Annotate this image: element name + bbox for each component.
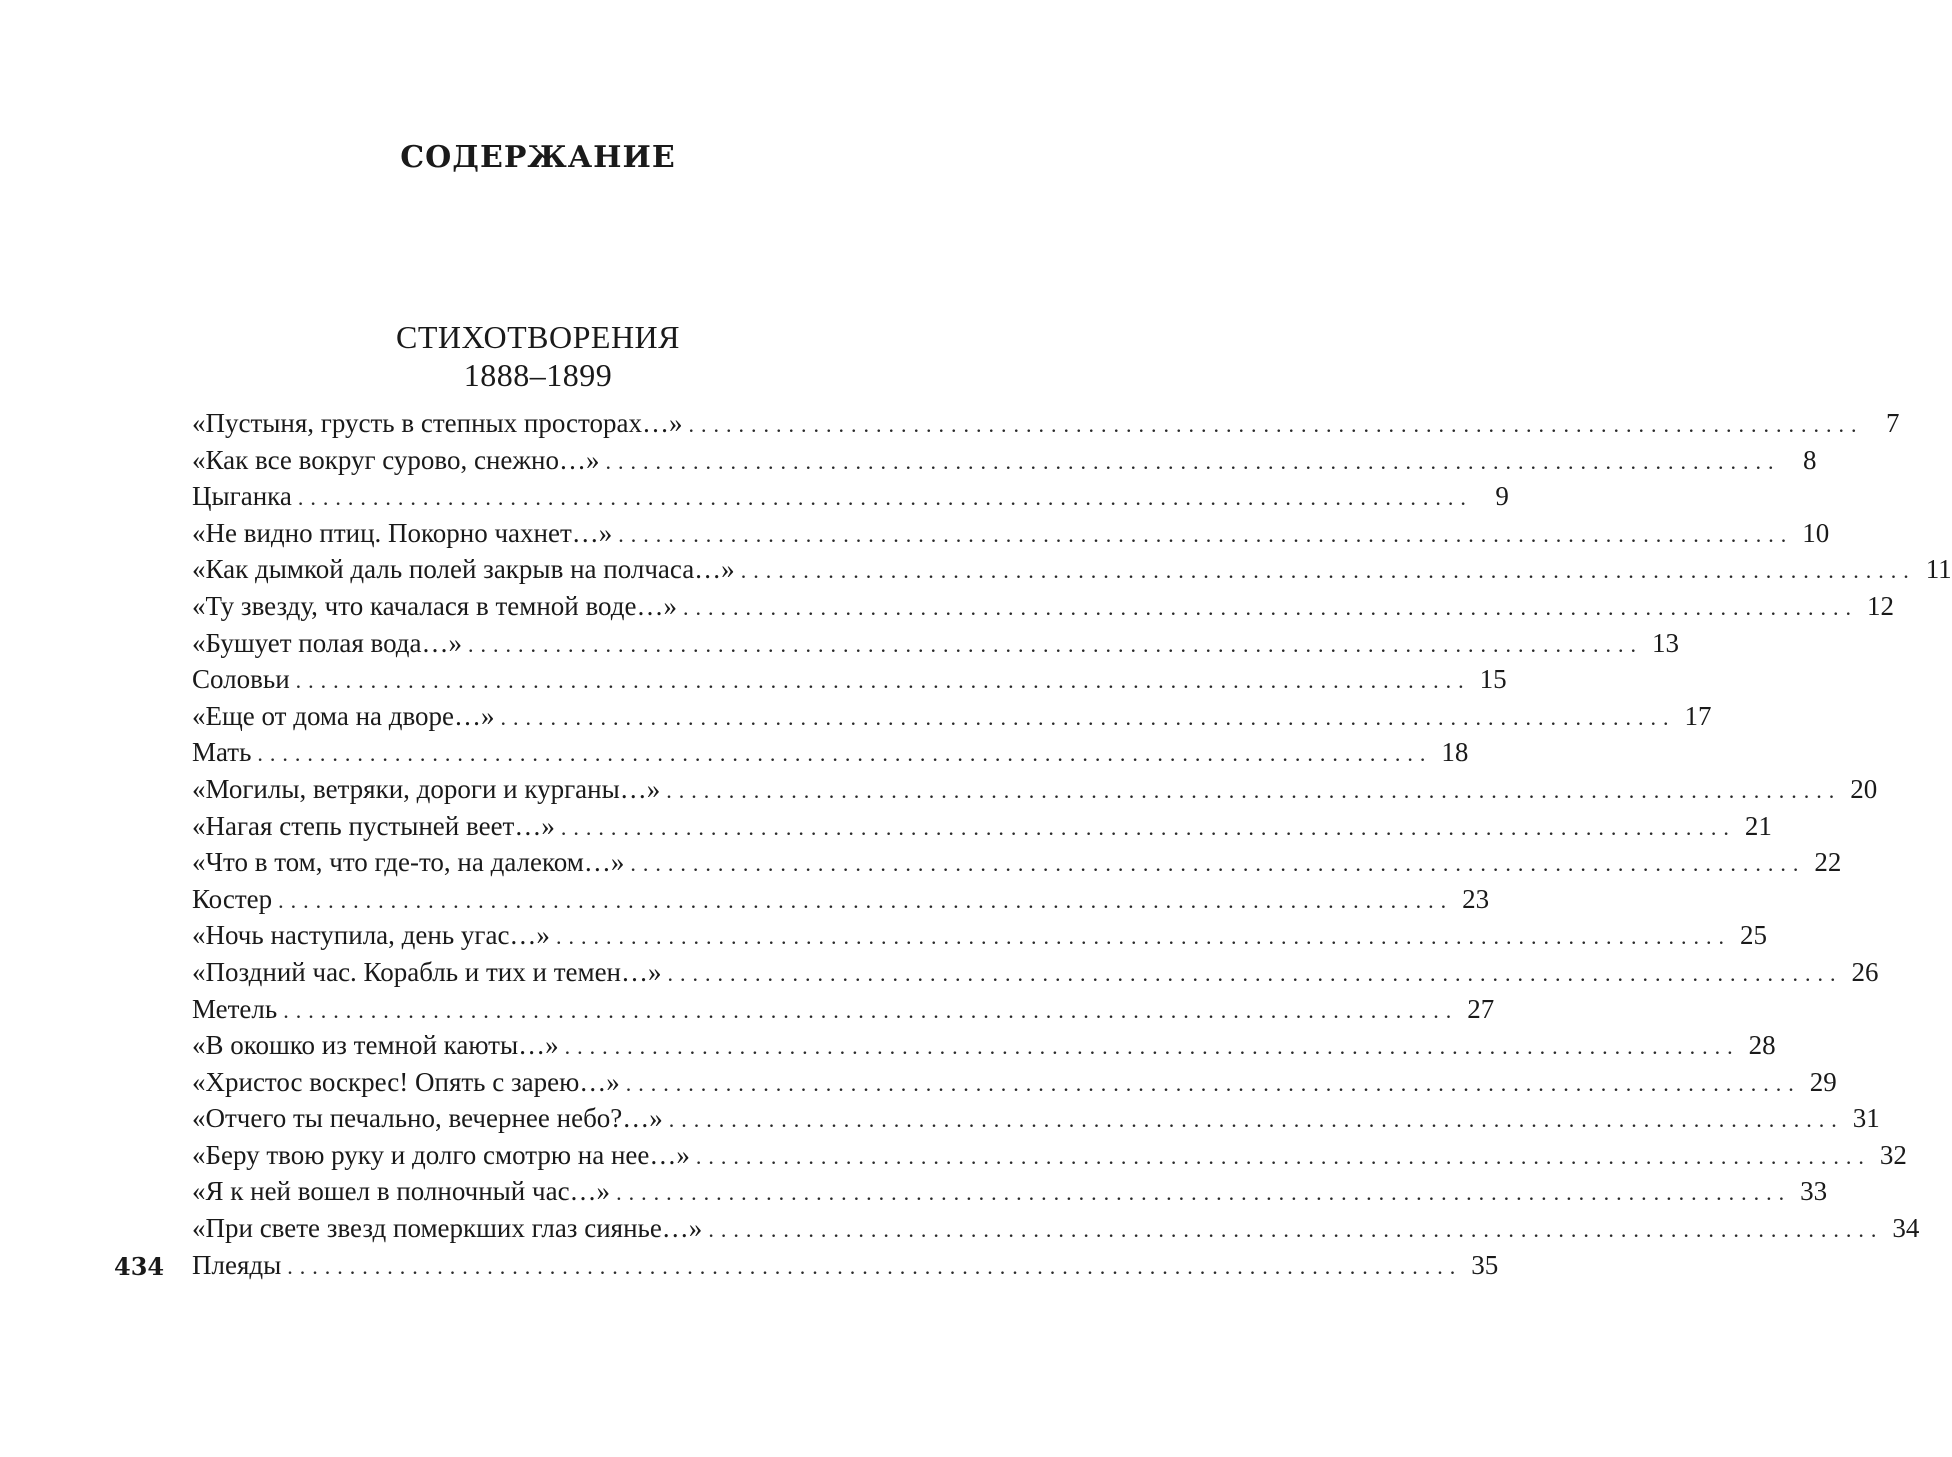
toc-entry-page: 23 xyxy=(1462,883,1490,914)
toc-entry-page: 22 xyxy=(1814,847,1842,878)
toc-entry[interactable] xyxy=(192,1247,1499,1284)
toc-entry[interactable] xyxy=(192,771,1878,808)
dot-leader: .............................................................................................. xyxy=(630,851,1806,877)
toc-entry[interactable] xyxy=(192,734,1469,771)
dot-leader: .............................................................................................. xyxy=(683,594,1858,620)
dot-leader: .............................................................................................. xyxy=(625,1070,1801,1096)
toc-entry-page: 33 xyxy=(1800,1176,1828,1207)
toc-entry[interactable] xyxy=(192,1064,1837,1101)
toc-entry-title: «Ночь наступила, день угас…» xyxy=(192,920,550,951)
dot-leader: .............................................................................................. xyxy=(555,924,1731,950)
toc-entry[interactable] xyxy=(192,1100,1880,1137)
toc-entry[interactable] xyxy=(192,478,1509,515)
toc-entry-title: «Отчего ты печально, вечернее небо?…» xyxy=(192,1103,663,1134)
toc-entry-page: 11 xyxy=(1925,554,1952,585)
toc-entry-title: «Беру твою руку и долго смотрю на нее…» xyxy=(192,1139,690,1170)
toc-entry-title: Метель xyxy=(192,993,278,1024)
dot-leader: .............................................................................................. xyxy=(257,741,1433,767)
toc-entry-title: Цыганка xyxy=(192,481,292,512)
toc-entry-page: 34 xyxy=(1892,1213,1920,1244)
toc-entry[interactable] xyxy=(192,917,1767,954)
toc-entry[interactable] xyxy=(192,1027,1776,1064)
toc-entry-title: «Не видно птиц. Покорно чахнет…» xyxy=(192,517,613,548)
dot-leader: .............................................................................................. xyxy=(688,412,1864,437)
toc-entry-page: 18 xyxy=(1441,737,1469,768)
toc-entry[interactable] xyxy=(192,844,1842,881)
dot-leader: .............................................................................................. xyxy=(618,521,1794,547)
toc-entry[interactable] xyxy=(192,661,1507,698)
toc-entry-page: 21 xyxy=(1744,810,1772,841)
toc-entry-title: Костер xyxy=(192,883,273,914)
toc-entry-title: «Пустыня, грусть в степных просторах…» xyxy=(192,408,683,438)
toc-entry[interactable] xyxy=(192,625,1680,662)
toc-entry-title: «Что в том, что где-то, на далеком…» xyxy=(192,847,625,878)
toc-entry-title: «Нагая степь пустыней веет…» xyxy=(192,810,555,841)
toc-entry-page: 28 xyxy=(1748,1030,1776,1061)
toc-entry-title: «Еще от дома на дворе…» xyxy=(192,700,495,731)
toc-entry-page: 9 xyxy=(1495,481,1509,512)
dot-leader: .............................................................................................. xyxy=(740,558,1916,584)
dot-leader: .............................................................................................. xyxy=(560,814,1736,840)
toc-entry-page: 29 xyxy=(1809,1066,1837,1097)
toc-entry-page: 10 xyxy=(1802,517,1830,548)
dot-leader: .............................................................................................. xyxy=(295,668,1471,694)
toc-entry-title: «Ту звезду, что качалася в темной воде…» xyxy=(192,590,677,621)
dot-leader: .............................................................................................. xyxy=(278,887,1454,913)
toc-entry-page: 32 xyxy=(1879,1139,1907,1170)
toc-entry-title: «Как дымкой даль полей закрыв на полчаса…» xyxy=(192,554,735,585)
toc-entry-page: 17 xyxy=(1684,700,1712,731)
toc-entry[interactable] xyxy=(192,954,1879,991)
toc-entry[interactable] xyxy=(192,588,1894,625)
dot-leader: .............................................................................................. xyxy=(297,485,1473,511)
toc-entry-title: «Поздний час. Корабль и тих и темен…» xyxy=(192,956,662,987)
dot-leader: .............................................................................................. xyxy=(667,960,1843,986)
table-of-contents xyxy=(192,405,1952,1283)
page-title: СОДЕРЖАНИЕ xyxy=(400,140,676,175)
dot-leader: .............................................................................................. xyxy=(283,997,1459,1023)
dot-leader: .............................................................................................. xyxy=(616,1180,1792,1206)
toc-entry-page: 7 xyxy=(1885,408,1900,438)
toc-entry[interactable] xyxy=(192,698,1712,735)
dot-leader: .............................................................................................. xyxy=(564,1034,1740,1060)
toc-entry-page: 12 xyxy=(1867,590,1894,621)
section-title: СТИХОТВОРЕНИЯ xyxy=(396,319,680,355)
toc-entry-page: 13 xyxy=(1652,627,1680,658)
toc-entry-page: 27 xyxy=(1467,993,1495,1024)
toc-entry-title: «Бушует полая вода…» xyxy=(192,627,463,658)
page-number: 434 xyxy=(114,1252,165,1281)
dot-leader: .............................................................................................. xyxy=(708,1217,1884,1243)
toc-entry-title: Соловьи xyxy=(192,664,290,695)
toc-entry-title: «Христос воскрес! Опять с зарею…» xyxy=(192,1066,620,1097)
toc-entry-page: 35 xyxy=(1471,1249,1499,1280)
toc-entry-title: Мать xyxy=(192,737,252,768)
toc-entry-page: 25 xyxy=(1739,920,1767,951)
toc-entry[interactable] xyxy=(192,881,1490,918)
toc-entry-title: «Я к ней вошел в полночный час…» xyxy=(192,1176,611,1207)
toc-entry-page: 20 xyxy=(1850,773,1878,804)
toc-entry[interactable] xyxy=(192,515,1830,552)
toc-entry[interactable] xyxy=(192,551,1952,588)
toc-entry-page: 26 xyxy=(1851,956,1879,987)
toc-entry-title: «Как все вокруг сурово, снежно…» xyxy=(192,444,600,475)
toc-entry-title: «В окошко из темной каюты…» xyxy=(192,1030,559,1061)
dot-leader: .............................................................................................. xyxy=(695,1143,1871,1169)
toc-entry-page: 31 xyxy=(1852,1103,1880,1134)
toc-entry-page: 15 xyxy=(1479,664,1507,695)
toc-entry[interactable] xyxy=(192,405,1900,442)
dot-leader: .............................................................................................. xyxy=(500,704,1676,730)
toc-entry[interactable] xyxy=(192,808,1772,845)
dot-leader: .............................................................................................. xyxy=(666,777,1842,803)
toc-entry-page: 8 xyxy=(1803,444,1817,475)
dot-leader: .............................................................................................. xyxy=(668,1107,1844,1133)
toc-entry-title: Плеяды xyxy=(192,1249,282,1280)
toc-entry-title: «При свете звезд померкших глаз сиянье…» xyxy=(192,1213,703,1244)
toc-entry[interactable] xyxy=(192,1173,1828,1210)
section-years: 1888–1899 xyxy=(463,357,613,393)
dot-leader: .............................................................................................. xyxy=(468,631,1644,657)
dot-leader: .............................................................................................. xyxy=(287,1253,1463,1279)
toc-entry[interactable] xyxy=(192,1137,1907,1174)
toc-entry[interactable] xyxy=(192,442,1817,479)
toc-entry[interactable] xyxy=(192,991,1495,1028)
toc-entry[interactable] xyxy=(192,1210,1920,1247)
dot-leader: .............................................................................................. xyxy=(605,448,1781,474)
toc-entry-title: «Могилы, ветряки, дороги и курганы…» xyxy=(192,773,661,804)
